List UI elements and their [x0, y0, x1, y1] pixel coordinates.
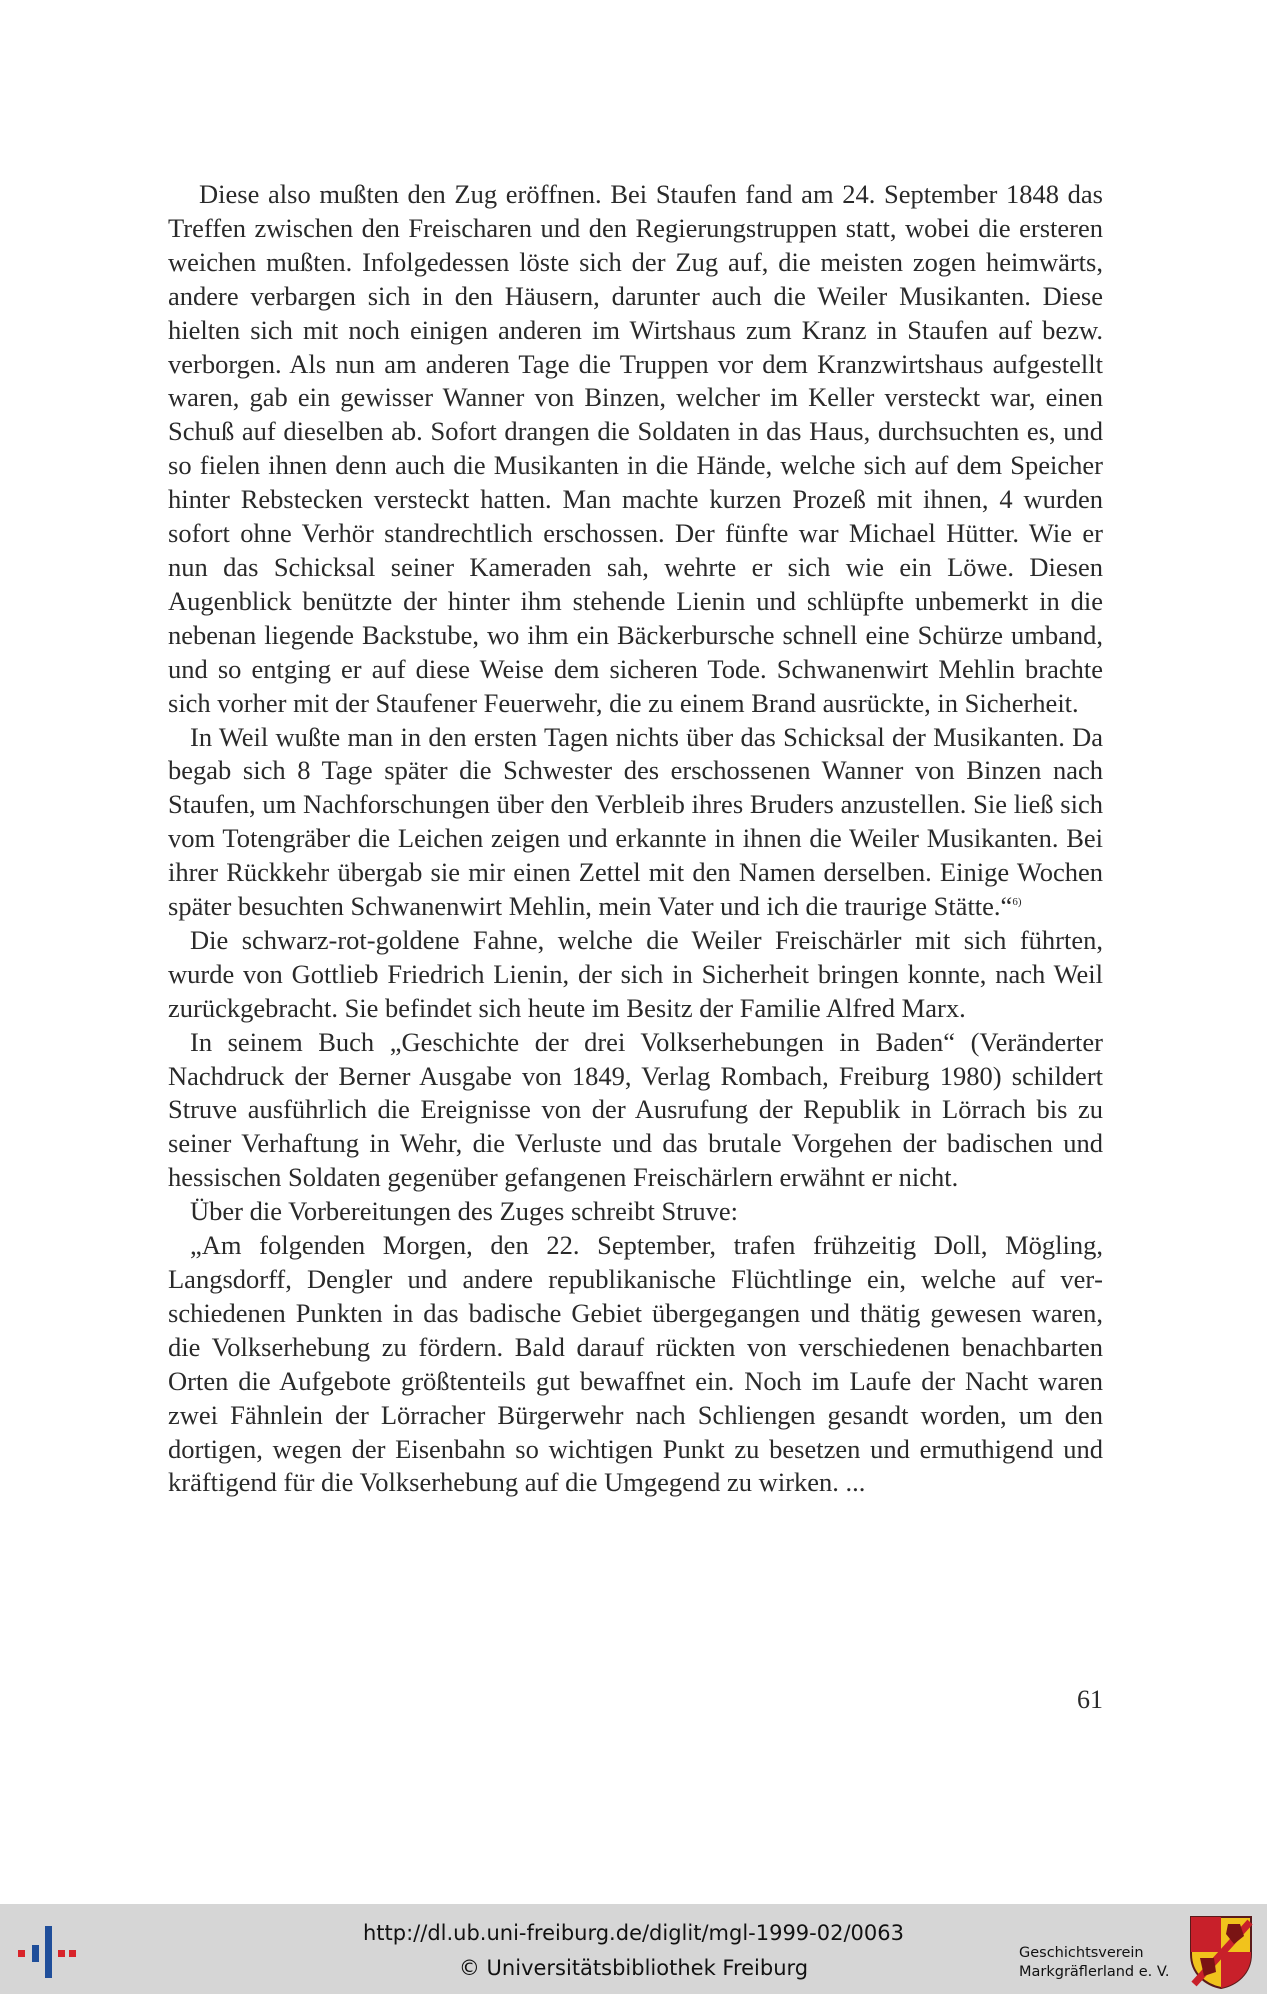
paragraph-text: In Weil wußte man in den ersten Tagen nichts über das Schicksal der Musikanten. Da begab sich 8 Tage später die Schwester des erschossenen Wanner von Binzen nach Staufen, um Nachforschungen über den Verbleib ihres Bruders anzustellen. Sie ließ sich vom Totengräber die Leichen zeigen und erkannte in ihnen die Weiler Musikanten. Bei ihrer Rückkehr übergab sie mir einen Zettel mit den Namen derselben. Einige Wochen später besuchten Schwanenwirt Mehlin, mein Vater und ich die traurige Stätte.“	[168, 721, 1103, 922]
footnote-marker: 6)	[1012, 896, 1022, 909]
society-name-line: Markgräflerland e. V.	[1019, 1964, 1170, 1980]
paragraph	[168, 1229, 1103, 1500]
paragraph-text: Über die Vorbereitungen des Zuges schreibt Struve:	[190, 1196, 739, 1227]
society-name	[1019, 1944, 1170, 1982]
paragraph	[168, 1195, 1103, 1229]
footer-copyright: © Universitätsbibliothek Freiburg	[458, 1956, 809, 1980]
markgraeflerland-crest-icon	[1188, 1914, 1254, 1990]
footer-url-link[interactable]: http://dl.ub.uni-freiburg.de/diglit/mgl-1999-02/0063	[362, 1921, 904, 1945]
paragraph	[168, 178, 1103, 721]
paragraph	[168, 924, 1103, 1026]
paragraph-text: Diese also mußten den Zug eröffnen. Bei Staufen fand am 24. September 1848 das Treffen zwischen den Freischaren und den Regierungstruppen statt, wobei die ersteren weichen mußten. Infolgedessen löste sich der Zug auf, die meisten zogen heimwärts, andere verbargen sich in den Häusern, darunter auch die Weiler Musikanten. Diese hielten sich mit noch einigen anderen im Wirtshaus zum Kranz in Staufen auf bezw. verborgen. Als nun am anderen Tage die Truppen vor dem Kranzwirtshaus aufgestellt waren, gab ein gewisser Wanner von Binzen, welcher im Keller versteckt war, einen Schuß auf dieselben ab. Sofort drangen die Soldaten in das Haus, durchsuchten es, und so fielen ihnen denn auch die Musikanten in die Hände, welche sich auf dem Speicher hinter Rebstecken versteckt hatten. Man machte kurzen Prozeß mit ihnen, 4 wurden sofort ohne Verhör standrechtlich erschossen. Der fünfte war Michael Hütter. Wie er nun das Schicksal seiner Kameraden sah, wehrte er sich wie ein Löwe. Diesen Augenblick benützte der hinter ihm stehende Lienin und schlüpfte unbemerkt in die nebenan liegende Backstube, wo ihm ein Bäckerbursche schnell eine Schürze umband, und so entging er auf diese Weise dem sicheren Tode. Schwanenwirt Mehlin brachte sich vorher mit der Staufener Feuerwehr, die zu einem Brand ausrückte, in Sicherheit.	[168, 179, 1103, 718]
paragraph-text: In seinem Buch „Geschichte der drei Volkserhebungen in Baden“ (Veränderter Nachdruck der Berner Ausgabe von 1849, Verlag Rombach, Freiburg 1980) schildert Struve ausführlich die Ereignisse von der Ausrufung der Republik in Lörrach bis zu seiner Verhaftung in Wehr, die Verluste und das brutale Vorgehen der badischen und hessischen Soldaten gegenüber gefangenen Freischärlern erwähnt er nicht.	[168, 1026, 1103, 1193]
library-footer	[0, 1904, 1267, 1994]
society-name-line: Geschichtsverein	[1019, 1945, 1144, 1961]
page-number: 61	[1077, 1685, 1103, 1714]
paragraph	[168, 721, 1103, 924]
paragraph-text: Die schwarz-rot-goldene Fahne, welche die Weiler Freischärler mit sich führten, wurde von Gottlieb Friedrich Lienin, der sich in Sicherheit bringen konnte, nach Weil zurückgebracht. Sie befindet sich heute im Besitz der Familie Alfred Marx.	[168, 924, 1103, 1023]
paragraph	[168, 1026, 1103, 1196]
page-body	[168, 178, 1103, 1500]
paragraph-text: „Am folgenden Morgen, den 22. September, trafen frühzeitig Doll, Mögling, Langsdorff, Dengler und andere republikanische Flüchtlinge ein, welche auf verschiedenen Punkten in das badische Gebiet übergegangen und thätig gewesen waren, die Volkserhebung zu fördern. Bald darauf rückten von verschiedenen benachbarten Orten die Aufgebote größtenteils gut bewaffnet ein. Noch im Laufe der Nacht waren zwei Fähnlein der Lörracher Bürgerwehr nach Schliengen gesandt worden, um den dortigen, wegen der Eisenbahn so wichtigen Punkt zu besetzen und ermuthigend und kräftigend für die Volkserhebung auf die Umgegend zu wirken. ...	[168, 1230, 1103, 1498]
